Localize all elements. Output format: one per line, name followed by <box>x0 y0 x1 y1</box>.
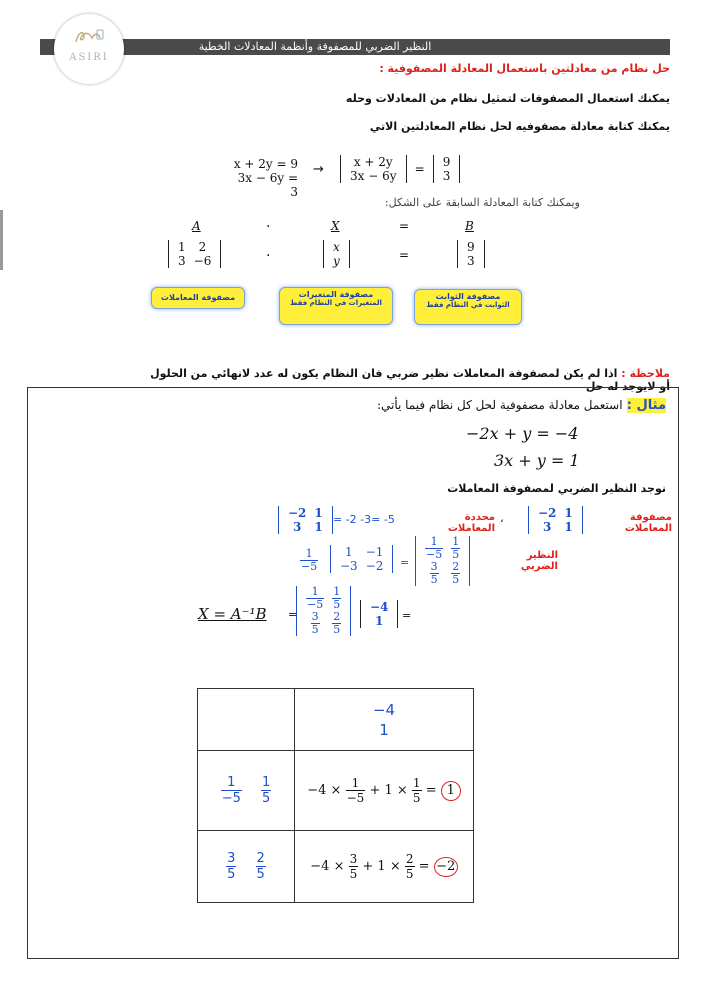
frac-num: 1 <box>425 536 443 549</box>
frac-den: 5 <box>261 791 271 806</box>
calc-term: + 1 × <box>362 859 401 874</box>
frac-den: 5 <box>452 573 460 586</box>
coef-label: مصفوفة المعاملات <box>624 512 672 534</box>
example-instruction: استعمل معادلة مصفوفية لحل كل نظام فيما يأتي: <box>376 398 623 412</box>
chip-coefficients: مصفوفة المعاملات <box>151 287 245 309</box>
table-header-col <box>295 689 474 751</box>
equals-sign: = <box>414 162 425 176</box>
table-row-1-calc <box>295 751 474 831</box>
det-calc: = -2 -3= -5 <box>333 513 395 526</box>
calc-eq: = <box>418 859 430 874</box>
inverse-label: النظير الضربي <box>520 550 558 572</box>
matrix-cell: 3 <box>543 520 552 534</box>
matrix-cell: 1 <box>314 520 323 534</box>
frac-den: 5 <box>333 623 341 636</box>
result-table <box>197 688 474 903</box>
matrix-cell: 1 <box>564 520 573 534</box>
matrix-cell: x + 2y <box>353 155 393 169</box>
frac-den: 5 <box>349 867 358 881</box>
frac-den: −5 <box>301 560 318 573</box>
frac-den: −5 <box>426 548 443 561</box>
equals-sign: = <box>399 219 410 233</box>
equals-sign: = <box>400 556 410 569</box>
note-text: اذا لم يكن لمصفوفة المعاملات نظير ضربي فان النظام يكون له عدد لانهائي من الحلول أو لايوجد له حل <box>150 367 670 393</box>
chip-variables <box>279 287 393 325</box>
matrix-cell: −6 <box>193 254 212 268</box>
chip-variables-title: مصفوفة المتغيرات <box>298 290 374 299</box>
matrix-B <box>457 240 485 268</box>
matrix-cell: 3 <box>178 254 186 268</box>
frac-den: 5 <box>430 573 438 586</box>
page-title: النظير الضربي للمصفوفة وأنظمة المعادلات الخطية <box>198 40 432 53</box>
frac-num: 3 <box>349 852 358 866</box>
matrix-cell: 9 <box>442 155 451 169</box>
frac-den: 5 <box>227 867 236 882</box>
matrix-cell: 1 <box>375 614 384 628</box>
header-value: −4 <box>372 700 396 719</box>
frac-num: 2 <box>405 852 414 866</box>
chip-constants-title: مصفوفة الثوابت <box>435 292 501 301</box>
frac-den: −5 <box>307 598 324 611</box>
label-B: B <box>465 219 474 233</box>
matrix-cell: −2 <box>365 559 384 573</box>
matrix-A <box>168 240 221 268</box>
matrix-cell: 1 <box>178 240 186 254</box>
frac-den: 5 <box>412 791 421 805</box>
matrix-X <box>323 240 350 268</box>
vars-expression-matrix <box>340 155 407 183</box>
system-eq-2: 3x − 6y = 3 <box>237 171 298 199</box>
example-label: مثال : <box>626 398 666 413</box>
matrix-cell: 2 <box>198 240 207 254</box>
intro-line-1: يمكنك استعمال المصفوفات لتمثيل نظام من المعادلات وحله <box>345 92 670 105</box>
frac-num: 1 <box>333 585 341 598</box>
frac-num: 1 <box>306 586 324 599</box>
frac-den: 5 <box>405 867 414 881</box>
result-x-circled: 1 <box>441 781 461 801</box>
equals-sign: = <box>402 609 412 622</box>
calc-term: −4 × <box>310 859 345 874</box>
table-row-1-left <box>198 751 295 831</box>
matrix-cell: −2 <box>288 506 307 520</box>
frac-num: 3 <box>227 851 236 866</box>
frac-den: 5 <box>311 623 319 636</box>
form-caption: ويمكنك كتابة المعادلة السابقة على الشكل: <box>384 196 580 209</box>
logo-signature-icon <box>54 14 124 54</box>
label-A: A <box>192 219 201 233</box>
matrix-cell: x <box>333 240 340 254</box>
det-label: محددة المعاملات <box>447 512 495 534</box>
frac-num: 1 <box>221 775 242 791</box>
example-eq-1: −2x + y = −4 <box>466 424 579 443</box>
matrix-cell: −4 <box>370 600 389 614</box>
frac-num: 1 <box>452 535 460 548</box>
matrix-cell: −1 <box>365 545 384 559</box>
frac-num: 1 <box>346 776 366 791</box>
frac-num: 2 <box>256 851 265 866</box>
matrix-cell: 9 <box>467 240 475 254</box>
dot-operator: · <box>266 219 271 235</box>
matrix-cell: y <box>333 254 340 268</box>
table-corner <box>198 689 295 751</box>
table-row-2-calc <box>295 831 474 903</box>
inverse-matrix <box>415 536 470 586</box>
frac-num: 1 <box>412 776 421 790</box>
matrix-cell: 3 <box>467 254 475 268</box>
arrow-icon: → <box>313 162 324 177</box>
frac-den: −5 <box>346 791 365 805</box>
find-inverse-line: نوجد النظير الضربي لمصفوفة المعاملات <box>447 482 666 495</box>
coef-matrix <box>528 506 583 534</box>
calc-eq: = <box>425 783 437 798</box>
frac-num: 2 <box>333 610 341 623</box>
matrix-cell: −3 <box>340 559 358 573</box>
note-label: ملاحظة : <box>621 367 670 380</box>
matrix-cell: 3 <box>293 520 302 534</box>
example-heading <box>360 398 666 413</box>
chip-constants <box>414 289 522 325</box>
solve-lhs: X = A⁻¹B <box>198 605 267 623</box>
inverse-matrix-solve <box>296 586 351 636</box>
frac-den: 5 <box>333 598 341 611</box>
frac-den: −5 <box>221 791 241 806</box>
frac-num: 1 <box>300 548 318 561</box>
matrix-cell: 1 <box>345 545 353 559</box>
logo-text: ASIRI <box>69 52 109 63</box>
matrix-cell: −2 <box>538 506 557 520</box>
chip-constants-sub: الثوابت في النظام فقط <box>426 301 510 309</box>
frac-den: 5 <box>256 867 265 882</box>
label-X: X <box>331 219 340 233</box>
calc-term: + 1 × <box>369 783 408 798</box>
frac-num: 1 <box>261 775 271 790</box>
calc-term: −4 × <box>307 783 342 798</box>
system-eq-1: x + 2y = 9 <box>233 157 298 171</box>
frac-num: 3 <box>430 560 438 573</box>
matrix-cell: 1 <box>564 506 573 520</box>
inverse-scalar <box>300 548 318 573</box>
adjugate-matrix <box>330 545 393 573</box>
separator-comma: ، <box>500 512 504 525</box>
section-heading: حل نظام من معادلتين باستعمال المعادلة المصفوفية : <box>379 62 670 75</box>
dot-operator: · <box>266 248 271 264</box>
system-equations <box>228 157 298 199</box>
matrix-cell: 3 <box>442 169 451 183</box>
equals-sign: = <box>288 608 298 621</box>
matrix-cell: 1 <box>314 506 323 520</box>
frac-num: 2 <box>452 560 460 573</box>
example-eq-2: 3x + y = 1 <box>494 451 580 470</box>
det-matrix <box>278 506 333 534</box>
logo-badge <box>54 14 124 84</box>
result-y-circled: −2 <box>434 857 458 877</box>
side-tab <box>0 210 3 270</box>
equals-sign: = <box>399 248 410 262</box>
matrix-cell: 3x − 6y <box>350 169 397 183</box>
frac-num: 3 <box>311 610 319 623</box>
intro-line-2: يمكنك كتابة معادلة مصفوفيه لحل نظام المعادلتين الاتي <box>369 120 670 133</box>
system-matrix-form <box>340 155 460 183</box>
chip-variables-sub: المتغيرات في النظام فقط <box>290 299 382 307</box>
table-row-2-left <box>198 831 295 903</box>
frac-den: 5 <box>452 548 460 561</box>
header-value: 1 <box>379 720 389 739</box>
b-vector <box>360 600 398 628</box>
constants-matrix <box>433 155 461 183</box>
